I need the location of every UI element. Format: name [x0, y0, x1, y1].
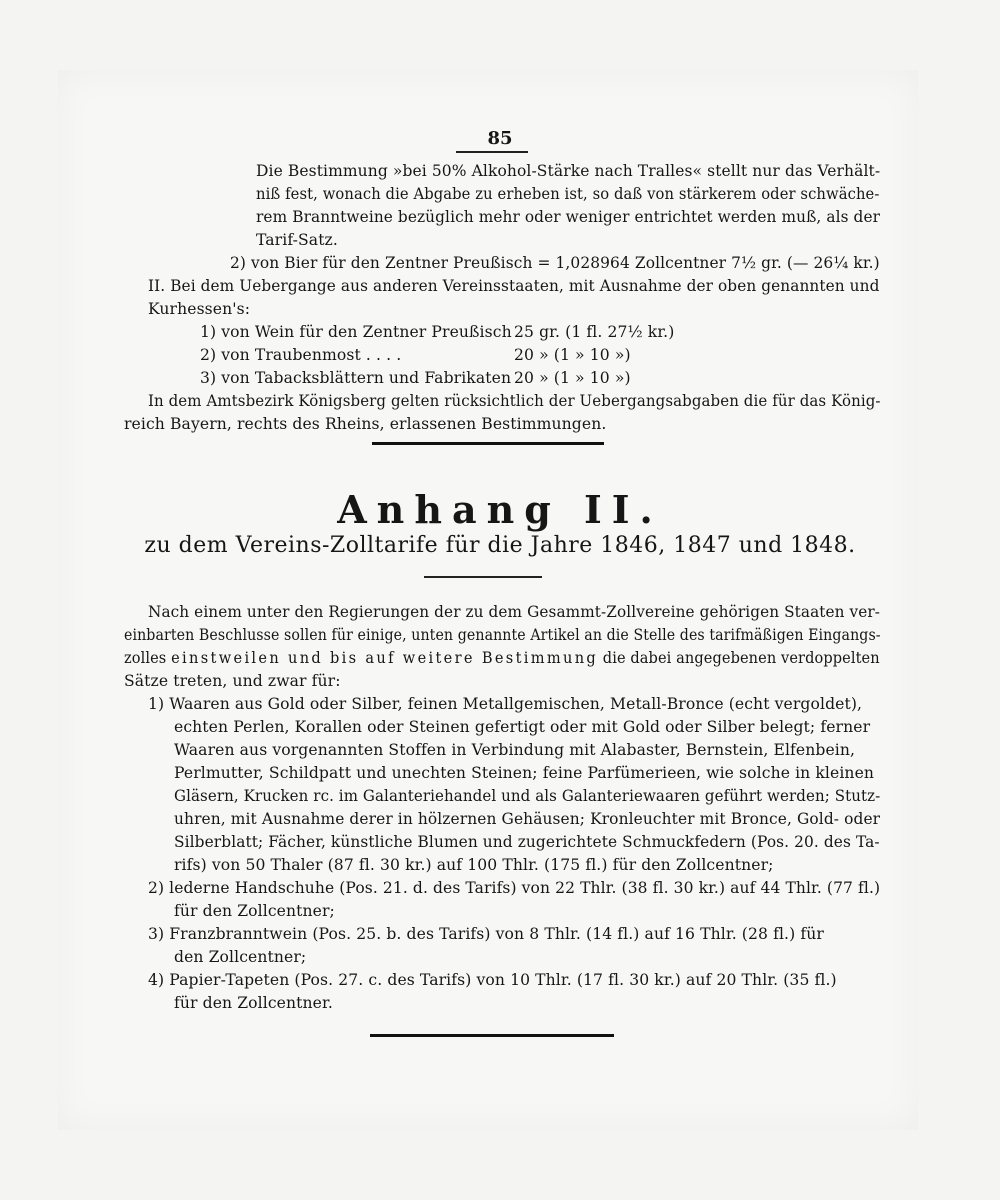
item-line: rifs) von 50 Thaler (87 fl. 30 kr.) auf 100 Thlr. (175 fl.) für den Zollcentner;: [174, 856, 774, 874]
koenigsberg-line: reich Bayern, rechts des Rheins, erlassenen Bestimmungen.: [124, 415, 607, 433]
section-two-line: II. Bei dem Uebergange aus anderen Vereinsstaaten, mit Ausnahme der oben genannten und: [148, 277, 880, 295]
intro-line: einbarten Beschlusse sollen für einige, unten genannte Artikel an die Stelle des tarifmäßigen Eingangs-: [124, 626, 881, 644]
paragraph-line: niß fest, wonach die Abgabe zu erheben ist, so daß von stärkerem oder schwäche-: [256, 185, 880, 203]
intro-line: Sätze treten, und zwar für:: [124, 672, 341, 690]
paragraph-line: rem Branntweine bezüglich mehr oder weniger entrichtet werden muß, als der: [256, 208, 881, 226]
item-line: für den Zollcentner.: [174, 994, 333, 1012]
item-line: Waaren aus vorgenannten Stoffen in Verbindung mit Alabaster, Bernstein, Elfenbein,: [174, 741, 856, 759]
item-line: Silberblatt; Fächer, künstliche Blumen und zugerichtete Schmuckfedern (Pos. 20. des Ta-: [174, 833, 880, 851]
intro-line: [124, 647, 880, 669]
tariff-item-rate: 20 » (1 » 10 »): [514, 346, 631, 364]
item-line: den Zollcentner;: [174, 948, 307, 966]
paragraph-line: Die Bestimmung »bei 50% Alkohol-Stärke nach Tralles« stellt nur das Verhält-: [256, 162, 881, 180]
item-line: echten Perlen, Korallen oder Steinen gefertigt oder mit Gold oder Silber belegt; ferner: [174, 718, 871, 736]
item-line: 1) Waaren aus Gold oder Silber, feinen Metallgemischen, Metall-Bronce (echt vergoldet),: [148, 695, 863, 713]
subtitle-rule: [424, 576, 542, 578]
emphasized-text: einstweilen und bis auf weitere Bestimmung: [171, 649, 599, 667]
item-line: 2) lederne Handschuhe (Pos. 21. d. des Tarifs) von 22 Thlr. (38 fl. 30 kr.) auf 44 Thlr. (77 fl.): [148, 879, 881, 897]
section-divider: [372, 442, 604, 445]
intro-text: die dabei angegebenen verdoppelten: [602, 649, 880, 667]
beer-line: 2) von Bier für den Zentner Preußisch = 1,028964 Zollcentner 7½ gr. (— 26¼ kr.): [230, 254, 880, 272]
appendix-title: Anhang II.: [337, 487, 663, 532]
intro-line: Nach einem unter den Regierungen der zu dem Gesammt-Zollvereine gehörigen Staaten ver-: [148, 603, 881, 621]
paragraph-line: Tarif-Satz.: [256, 231, 338, 249]
appendix-subtitle: zu dem Vereins-Zolltarife für die Jahre 1846, 1847 und 1848.: [144, 533, 856, 558]
tariff-item-label: 3) von Tabacksblättern und Fabrikaten: [200, 369, 512, 387]
tariff-item-label: 1) von Wein für den Zentner Preußisch: [200, 323, 512, 341]
tariff-item-label: 2) von Traubenmost . . . .: [200, 346, 402, 364]
end-divider: [370, 1034, 614, 1037]
koenigsberg-line: In dem Amtsbezirk Königsberg gelten rücksichtlich der Uebergangsabgaben die für das König-: [148, 392, 881, 410]
section-two-line: Kurhessen's:: [148, 300, 251, 318]
item-line: uhren, mit Ausnahme derer in hölzernen Gehäusen; Kronleuchter mit Bronce, Gold- oder: [174, 810, 881, 828]
tariff-item-rate: 20 » (1 » 10 »): [514, 369, 631, 387]
tariff-item-rate: 25 gr. (1 fl. 27½ kr.): [514, 323, 675, 341]
item-line: für den Zollcentner;: [174, 902, 335, 920]
item-line: Gläsern, Krucken rc. im Galanteriehandel und als Galanteriewaaren geführt werden; Stutz-: [174, 787, 881, 805]
item-line: Perlmutter, Schildpatt und unechten Steinen; feine Parfümerieen, wie solche in kleinen: [174, 764, 875, 782]
item-line: 3) Franzbranntwein (Pos. 25. b. des Tarifs) von 8 Thlr. (14 fl.) auf 16 Thlr. (28 fl.) für: [148, 925, 824, 943]
page-number: 85: [487, 128, 513, 149]
intro-text: zolles: [124, 649, 167, 667]
item-line: 4) Papier-Tapeten (Pos. 27. c. des Tarifs) von 10 Thlr. (17 fl. 30 kr.) auf 20 Thlr. (35 fl.): [148, 971, 837, 989]
header-rule: [456, 151, 528, 153]
